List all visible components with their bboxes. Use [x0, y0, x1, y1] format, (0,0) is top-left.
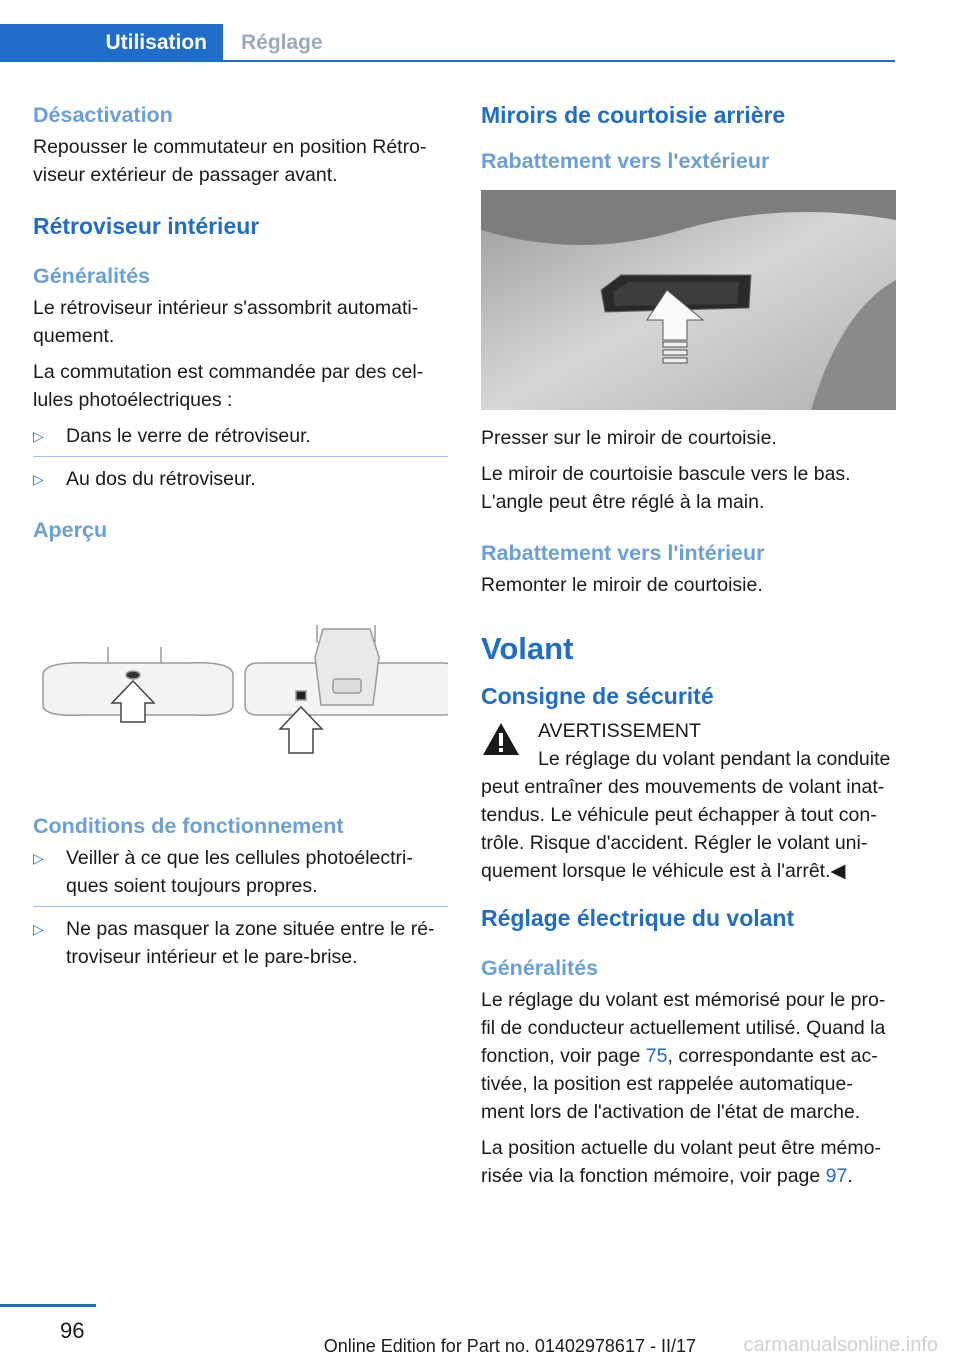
heading-rabattement-interieur: Rabattement vers l'intérieur — [481, 541, 765, 565]
paragraph-desactivation: Repousser le commutateur en position Rétro-viseur extérieur de passager avant. — [33, 136, 427, 186]
page-link-75[interactable]: 75 — [645, 1045, 668, 1067]
list-item: ▷ Ne pas masquer la zone située entre le ré-troviseur intérieur et le pare-brise. — [33, 915, 448, 971]
footer-rule — [0, 1304, 96, 1307]
paragraph-ext-2: Le miroir de courtoisie bascule vers le bas. L'angle peut être réglé à la main. — [481, 463, 851, 513]
heading-generalites: Généralités — [33, 264, 151, 288]
tab-reglage[interactable]: Réglage — [241, 31, 323, 54]
watermark: carmanualsonline.info — [743, 1334, 938, 1356]
rearview-mirrors-illustration — [33, 557, 448, 797]
paragraph-generalites-1: Le rétroviseur intérieur s'assombrit automati-quement. — [33, 297, 419, 347]
conditions-list — [33, 844, 448, 971]
cells-list — [33, 422, 448, 493]
courtesy-mirror-photo — [481, 190, 896, 410]
warning-triangle-icon — [481, 721, 521, 757]
paragraph-generalites-2: La commutation est commandée par des cel-lules photoélectriques : — [33, 361, 424, 411]
paragraph-int: Remonter le miroir de courtoisie. — [481, 574, 763, 596]
warning-block — [481, 717, 896, 885]
heading-consigne-securite: Consigne de sécurité — [481, 683, 714, 709]
triangle-bullet-icon: ▷ — [33, 921, 44, 937]
triangle-bullet-icon: ▷ — [33, 428, 44, 444]
paragraph-memoire-2: La position actuelle du volant peut être mémo-risée via la fonction mémoire, voir page 97. — [481, 1137, 881, 1187]
list-item: ▷ Dans le verre de rétroviseur. — [33, 422, 448, 457]
triangle-bullet-icon: ▷ — [33, 471, 44, 487]
left-column — [33, 100, 448, 971]
paragraph-ext-1: Presser sur le miroir de courtoisie. — [481, 427, 777, 449]
warning-text: Le réglage du volant pendant la conduite peut entraîner des mouvements de volant inat-tendus. Le véhicule peut échapper à tout con-trôle. Risque d'accident. Régler le volant uni-quement lorsque le véhicule est à l'arrêt.◀ — [481, 748, 891, 882]
heading-reglage-electrique: Réglage électrique du volant — [481, 905, 795, 931]
right-column — [481, 100, 896, 1198]
edition-text: Online Edition for Part no. 01402978617 - II/17 — [323, 1336, 696, 1356]
chapter-tabs — [0, 24, 895, 62]
heading-volant: Volant — [481, 631, 574, 666]
heading-miroirs-courtoisie: Miroirs de courtoisie arrière — [481, 102, 786, 128]
heading-desactivation: Désactivation — [33, 103, 173, 127]
heading-conditions: Conditions de fonctionnement — [33, 814, 344, 838]
heading-retroviseur-interieur: Rétroviseur intérieur — [33, 213, 260, 239]
tab-underline — [0, 60, 895, 62]
paragraph-memoire-1: Le réglage du volant est mémorisé pour le pro-fil de conducteur actuellement utilisé. Quand la fonction, voir page 75, correspondante est ac-tivée, la position est rappelée automatique-ment lors de l'activation de l'état de marche. — [481, 989, 886, 1123]
page-number: 96 — [60, 1318, 85, 1343]
heading-apercu: Aperçu — [33, 518, 108, 542]
triangle-bullet-icon: ▷ — [33, 850, 44, 866]
heading-generalites-2: Généralités — [481, 956, 599, 980]
tab-utilisation[interactable]: Utilisation — [0, 24, 223, 62]
warning-title: AVERTISSEMENT — [538, 720, 701, 742]
heading-rabattement-exterieur: Rabattement vers l'extérieur — [481, 149, 770, 173]
list-item: ▷ Au dos du rétroviseur. — [33, 465, 448, 493]
page-link-97[interactable]: 97 — [825, 1165, 848, 1187]
list-item: ▷ Veiller à ce que les cellules photoélectri-ques soient toujours propres. — [33, 844, 448, 907]
